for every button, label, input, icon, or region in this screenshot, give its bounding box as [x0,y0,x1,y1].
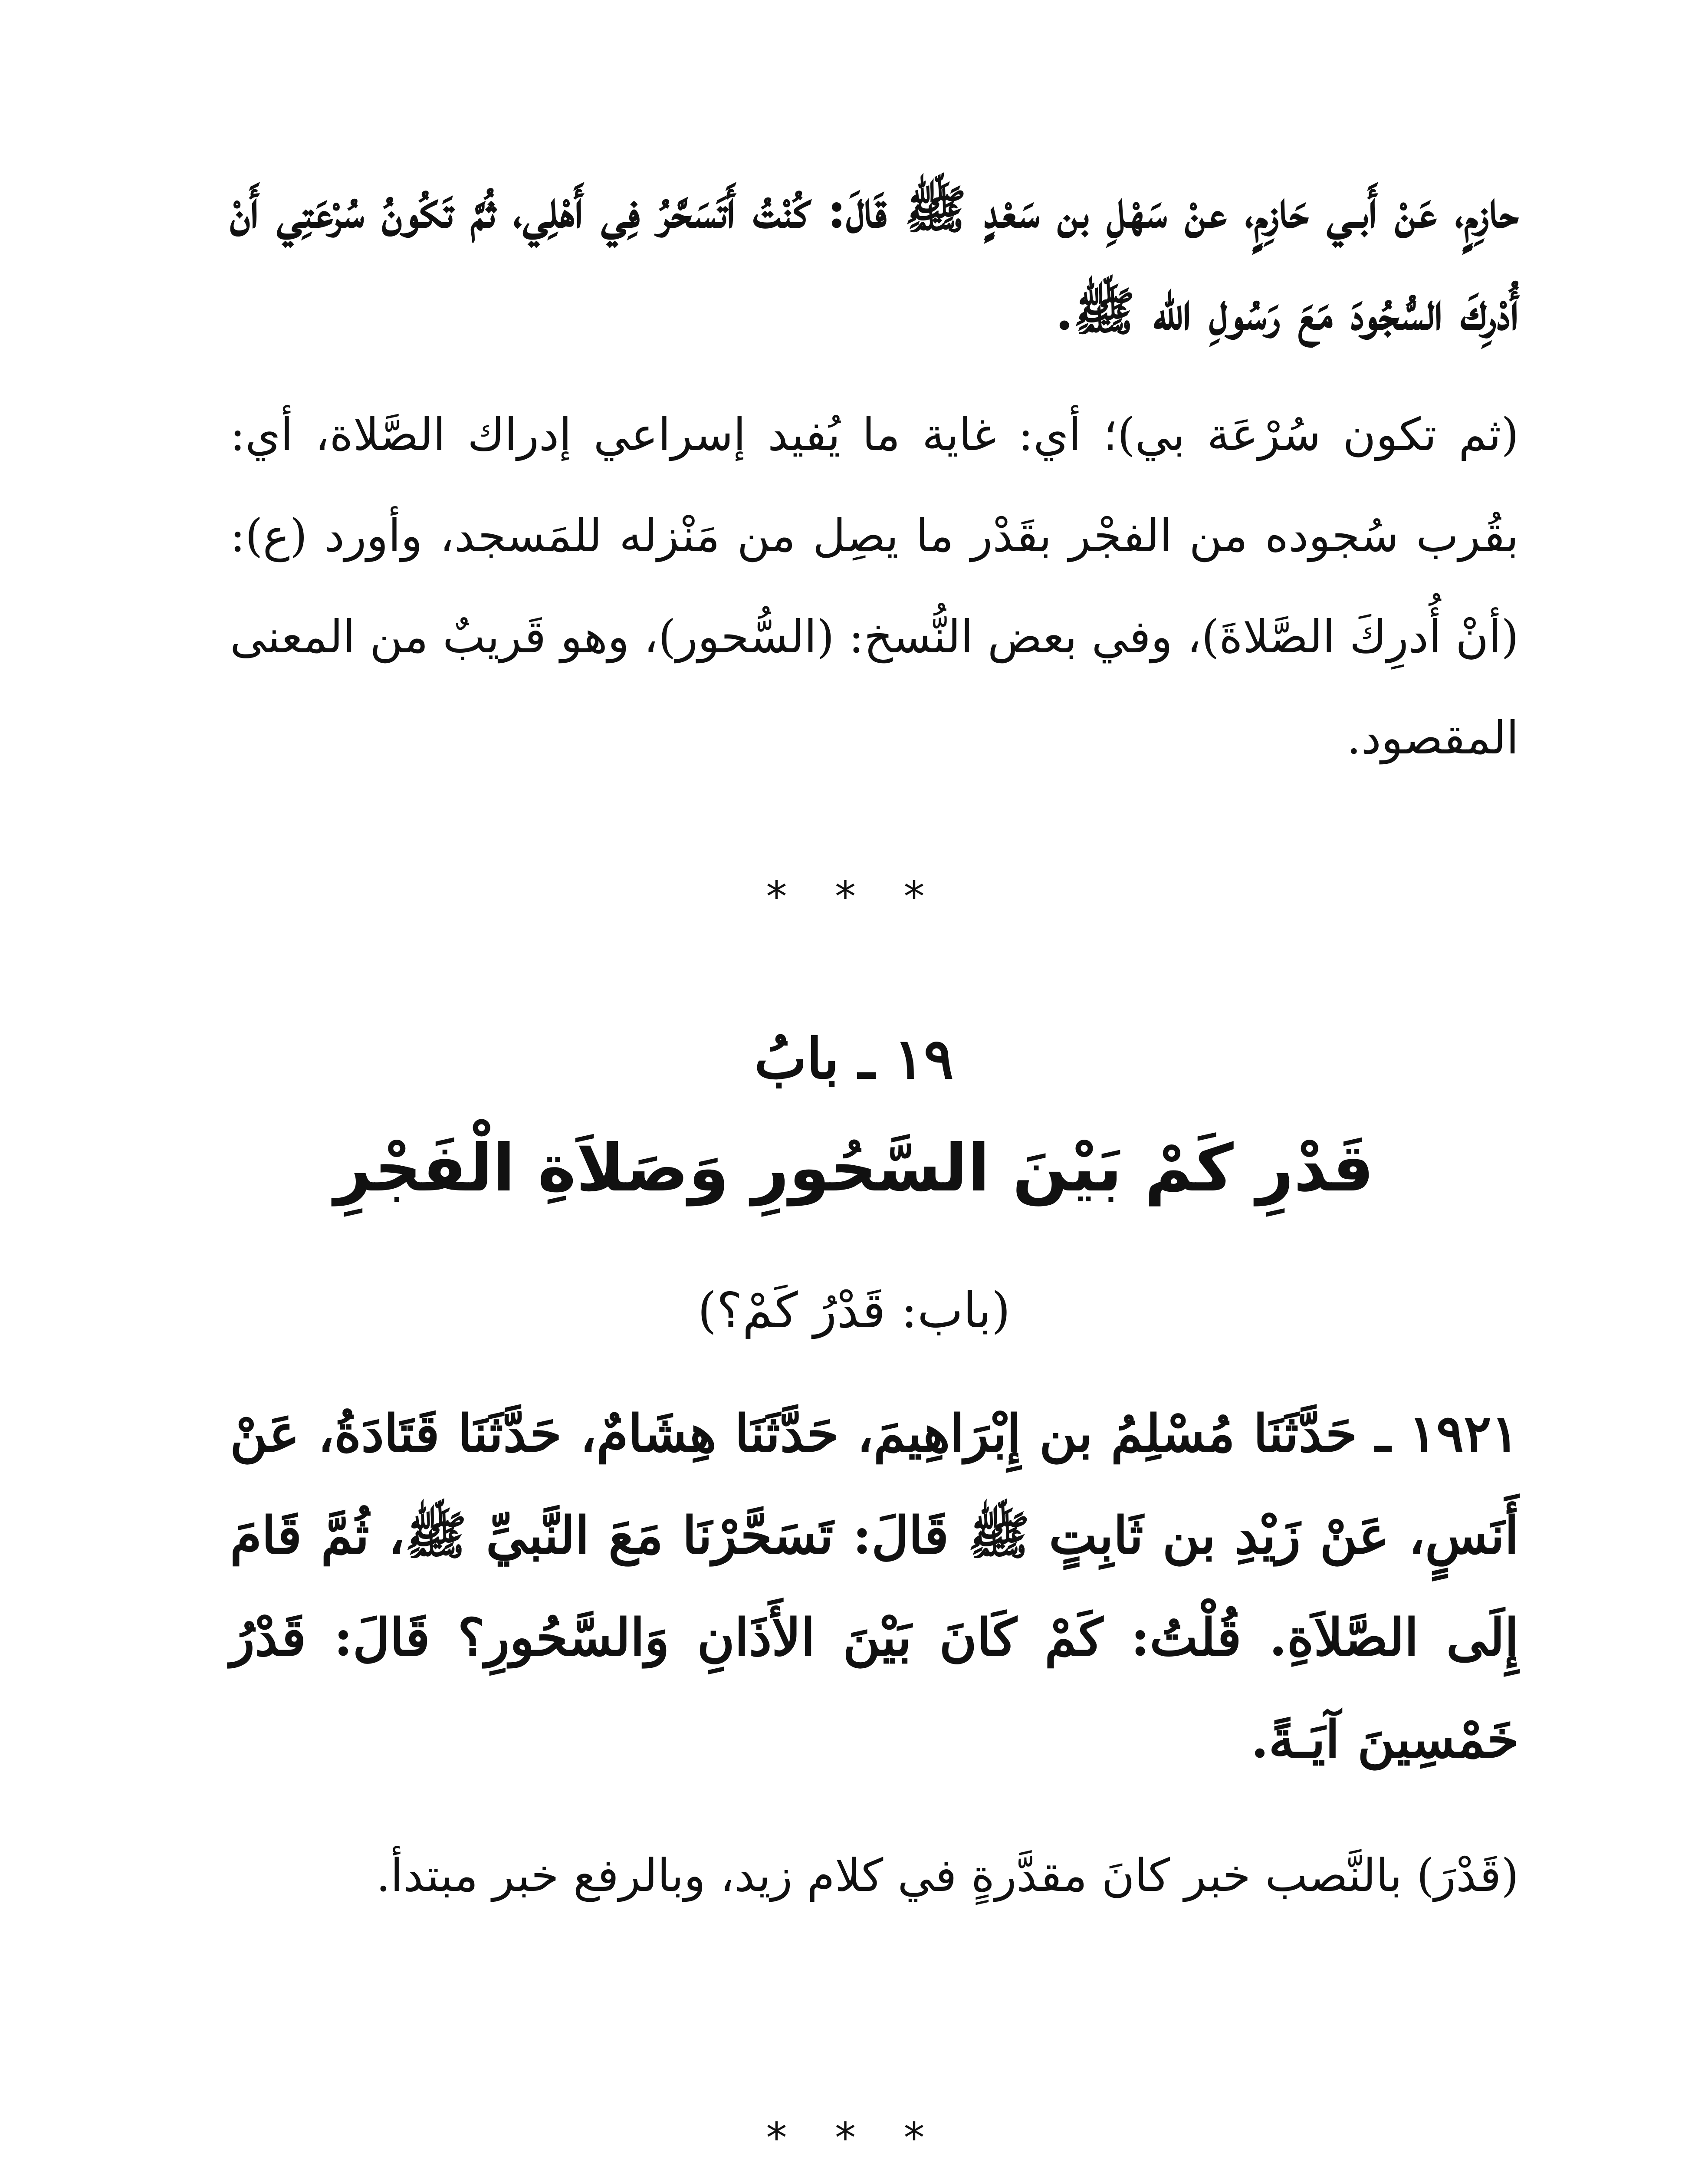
hadith-continuation: حازِمٍ، عَنْ أَبـي حَازِمٍ، عنْ سَهْلِ بن سَعْدٍ ﷺ قَالَ: كُنْتُ أَتَسَحَّرُ فِي أَهْلِي، ثُمَّ تَكُونُ سُرْعَتِي أَنْ أُدْرِكَ السُّجُودَ مَعَ رَسُولِ الله ﷺ. [230,179,1519,342]
section-divider: * * * [766,872,942,921]
chapter-title: قَدْرِ كَمْ بَيْنَ السَّحُورِ وَصَلاَةِ الْفَجْرِ [334,1131,1374,1206]
chapter-subtitle: (باب: قَدْرُ كَمْ؟) [697,1282,1011,1339]
commentary-paragraph: (ثم تكون سُرْعَة بي)؛ أي: غاية ما يُفيد إسراعي إدراك الصَّلاة، أي: بقُرب سُجوده من الفجْر بقَدْر ما يصِل من مَنْزله للمَسجد، وأورد (ع): (أنْ أُدرِكَ الصَّلاةَ)، وفي بعض النُّسخ: (السُّحور)، وهو قَريبٌ من المعنى المقصود. [230,408,1519,764]
hadith-1921: ١٩٢١ ـ حَدَّثَنَا مُسْلِمُ بن إِبْرَاهِيمَ، حَدَّثَنَا هِشَامٌ، حَدَّثَنَا قَتَادَةُ، عَنْ أَنَسٍ، عَنْ زَيْدِ بن ثَابِتٍ ﷺ قَالَ: تَسَحَّرْنَا مَعَ النَّبيِّ ﷺ، ثُمَّ قَامَ إِلَى الصَّلاَةِ. قُلْتُ: كَمْ كَانَ بَيْنَ الأَذَانِ وَالسَّحُورِ؟ قَالَ: قَدْرُ خَمْسِينَ آيَـةً. [230,1403,1519,1769]
commentary-paragraph: (قَدْرَ) بالنَّصب خبر كانَ مقدَّرةٍ في كلام زيد، وبالرفع خبر مبتدأ. [376,1849,1519,1902]
chapter-number: ١٩ ـ بابُ [754,1026,954,1092]
section-divider: * * * [766,2114,942,2162]
